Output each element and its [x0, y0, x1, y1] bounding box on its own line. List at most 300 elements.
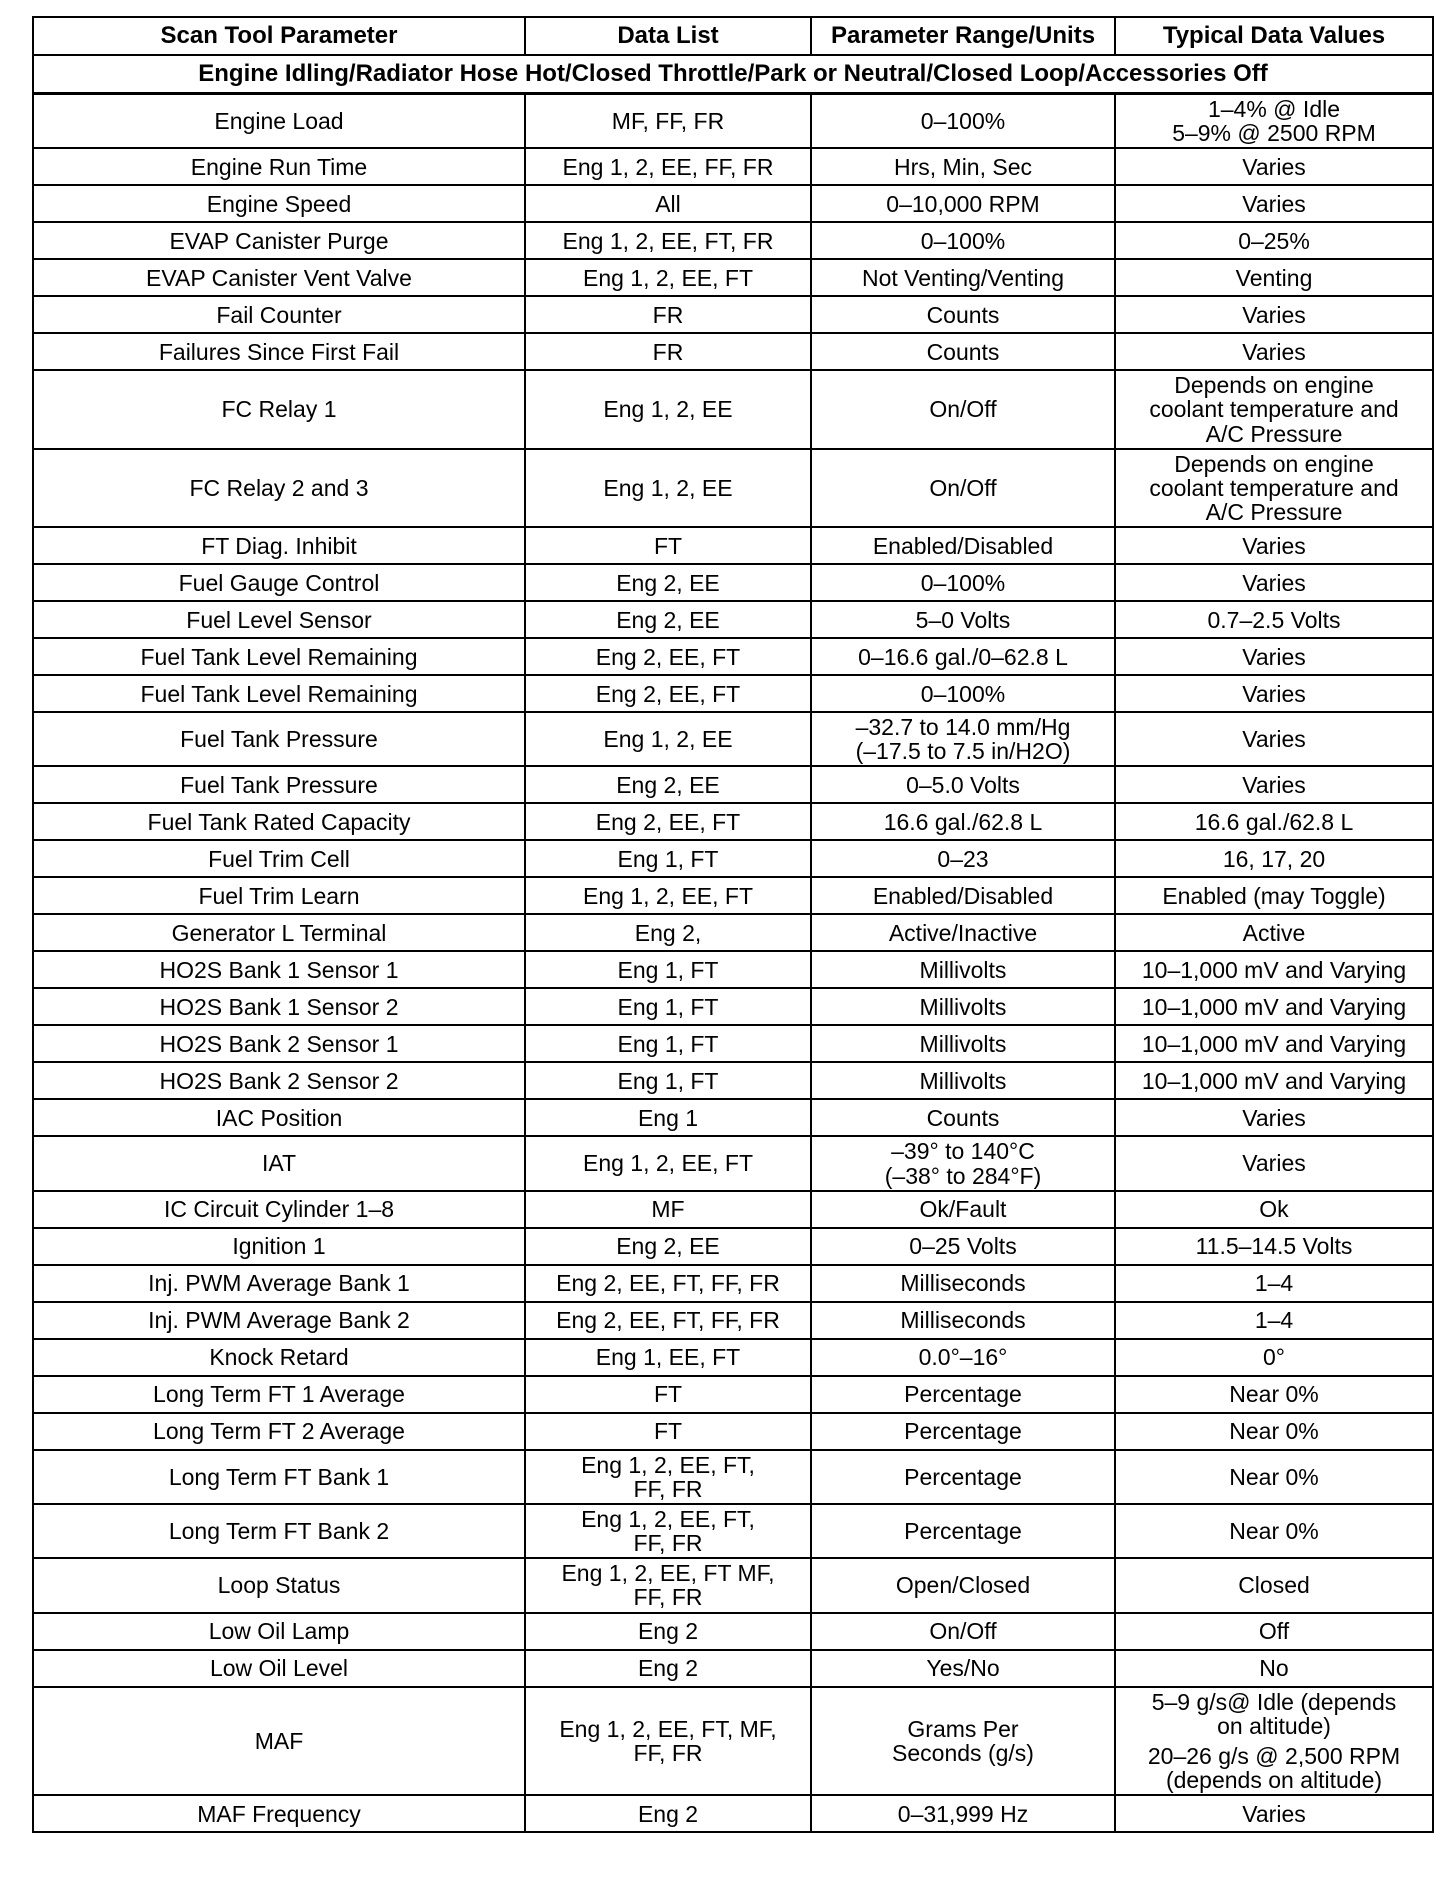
table-row — [33, 94, 1433, 149]
cell-text-line: Eng 2, EE, FT — [595, 808, 741, 835]
cell-text-line: Varies — [1242, 726, 1306, 753]
cell-text-line: MAF Frequency — [197, 1800, 361, 1827]
cell-text-line: 16.6 gal./62.8 L — [1194, 808, 1354, 835]
cell-range-units — [811, 1062, 1115, 1099]
cell-parameter — [33, 296, 525, 333]
cell-typical-value — [1115, 803, 1433, 840]
cell-text-line: On/Off — [929, 396, 997, 423]
cell-range-units — [811, 564, 1115, 601]
cell-text-line: Fuel Gauge Control — [178, 569, 380, 596]
cell-range-units — [811, 185, 1115, 222]
cell-typical-value — [1115, 914, 1433, 951]
cell-text-line: 5–0 Volts — [915, 606, 1011, 633]
cell-range-units — [811, 1613, 1115, 1650]
cell-data-list — [525, 601, 811, 638]
cell-text-line: Eng 2, EE — [616, 569, 720, 596]
cell-text-line: Varies — [1242, 1104, 1306, 1131]
cell-text-line: (–17.5 to 7.5 in/H2O) — [855, 738, 1071, 765]
cell-range-units — [811, 1339, 1115, 1376]
table-row — [33, 222, 1433, 259]
cell-text-line: 0° — [1263, 1344, 1285, 1371]
table-row — [33, 951, 1433, 988]
cell-range-units — [811, 675, 1115, 712]
cell-typical-value — [1115, 1191, 1433, 1228]
table-row — [33, 877, 1433, 914]
table-row — [33, 333, 1433, 370]
cell-range-units — [811, 1413, 1115, 1450]
cell-data-list — [525, 1136, 811, 1190]
cell-text-line: Varies — [1242, 301, 1306, 328]
cell-text-line: Varies — [1242, 1800, 1306, 1827]
cell-text-line: A/C Pressure — [1205, 498, 1343, 525]
cell-typical-value — [1115, 1450, 1433, 1504]
cell-typical-value — [1115, 449, 1433, 527]
cell-text-line: 0–23 — [937, 845, 989, 872]
cell-parameter — [33, 766, 525, 803]
cell-text-line: (depends on altitude) — [1165, 1766, 1383, 1793]
cell-data-list — [525, 94, 811, 149]
cell-text-line: Varies — [1242, 532, 1306, 559]
cell-text-line: Inj. PWM Average Bank 1 — [148, 1270, 410, 1297]
cell-parameter — [33, 1339, 525, 1376]
cell-text-line: Varies — [1242, 771, 1306, 798]
cell-typical-value — [1115, 601, 1433, 638]
cell-data-list — [525, 1062, 811, 1099]
cell-typical-value — [1115, 1376, 1433, 1413]
cell-text-line: Eng 2, EE — [616, 771, 720, 798]
cell-range-units — [811, 601, 1115, 638]
cell-text-line: IAC Position — [215, 1104, 343, 1131]
cell-text-line: coolant temperature and — [1149, 396, 1399, 423]
cell-text-line: MAF — [254, 1727, 304, 1754]
cell-text-line: EVAP Canister Vent Valve — [146, 264, 412, 291]
cell-data-list — [525, 1650, 811, 1687]
cell-text-line: All — [655, 190, 681, 217]
cell-text-line: 10–1,000 mV and Varying — [1141, 956, 1407, 983]
cell-text-line: 0–16.6 gal./0–62.8 L — [858, 643, 1068, 670]
cell-parameter — [33, 94, 525, 149]
header-typical-data-values: Typical Data Values — [1115, 17, 1433, 55]
cell-text-line: Eng 1, EE, FT — [595, 1344, 741, 1371]
cell-typical-value — [1115, 1228, 1433, 1265]
cell-typical-value — [1115, 1062, 1433, 1099]
cell-text-line: Varies — [1242, 1150, 1306, 1177]
cell-text-line: Eng 1, 2, EE — [603, 474, 733, 501]
cell-text-line: Long Term FT 1 Average — [153, 1381, 405, 1408]
cell-parameter — [33, 148, 525, 185]
cell-text-line: Millivolts — [919, 1067, 1007, 1094]
cell-text-line: Depends on engine — [1174, 450, 1374, 477]
cell-text-line: Percentage — [904, 1418, 1022, 1445]
cell-range-units — [811, 1558, 1115, 1612]
cell-typical-value — [1115, 712, 1433, 766]
cell-text-line: FR — [652, 301, 684, 328]
table-row — [33, 370, 1433, 448]
cell-parameter — [33, 951, 525, 988]
cell-range-units — [811, 988, 1115, 1025]
cell-parameter — [33, 222, 525, 259]
cell-typical-value — [1115, 222, 1433, 259]
cell-text-line: Engine Load — [214, 108, 344, 135]
cell-parameter — [33, 988, 525, 1025]
cell-text-line: Millivolts — [919, 993, 1007, 1020]
cell-text-line: 16.6 gal./62.8 L — [883, 808, 1043, 835]
cell-text-line: 1–4 — [1254, 1307, 1294, 1334]
cell-text-line: Near 0% — [1229, 1463, 1319, 1490]
cell-text-line: 0–5.0 Volts — [906, 771, 1020, 798]
cell-typical-value — [1115, 1265, 1433, 1302]
cell-text-line: Hrs, Min, Sec — [893, 153, 1033, 180]
cell-parameter — [33, 1376, 525, 1413]
cell-text-line: Failures Since First Fail — [158, 338, 400, 365]
cell-text-line: Fuel Tank Level Remaining — [140, 680, 418, 707]
cell-range-units — [811, 94, 1115, 149]
cell-text-line: (–38° to 284°F) — [884, 1162, 1042, 1189]
cell-range-units — [811, 333, 1115, 370]
cell-typical-value — [1115, 370, 1433, 448]
cell-data-list — [525, 1613, 811, 1650]
table-row — [33, 1099, 1433, 1136]
cell-parameter — [33, 1450, 525, 1504]
cell-text-line: No — [1259, 1654, 1289, 1681]
cell-text-line: Eng 2, — [634, 919, 702, 946]
cell-text-line: 0–100% — [920, 108, 1006, 135]
cell-parameter — [33, 1302, 525, 1339]
cell-text-line: HO2S Bank 2 Sensor 2 — [159, 1067, 399, 1094]
cell-range-units — [811, 527, 1115, 564]
cell-data-list — [525, 1558, 811, 1612]
cell-text-line: Counts — [926, 1104, 1000, 1131]
cell-range-units — [811, 877, 1115, 914]
cell-text-line: Eng 1, 2, EE — [603, 396, 733, 423]
table-row — [33, 1025, 1433, 1062]
cell-text-line: Loop Status — [217, 1572, 341, 1599]
cell-typical-value — [1115, 1136, 1433, 1190]
cell-range-units — [811, 951, 1115, 988]
cell-data-list — [525, 1450, 811, 1504]
cell-text-line: IAT — [261, 1150, 297, 1177]
cell-range-units — [811, 638, 1115, 675]
cell-data-list — [525, 370, 811, 448]
test-condition: Engine Idling/Radiator Hose Hot/Closed Throttle/Park or Neutral/Closed Loop/Accessories Off — [33, 55, 1433, 94]
cell-text-line: Fuel Tank Pressure — [180, 726, 378, 753]
cell-text-line: 10–1,000 mV and Varying — [1141, 1067, 1407, 1094]
header-parameter-range-units: Parameter Range/Units — [811, 17, 1115, 55]
cell-parameter — [33, 1613, 525, 1650]
cell-parameter — [33, 1558, 525, 1612]
cell-data-list — [525, 1339, 811, 1376]
table-body — [33, 55, 1433, 1832]
cell-text-line: Long Term FT 2 Average — [153, 1418, 405, 1445]
cell-text-line: Active/Inactive — [888, 919, 1038, 946]
cell-text-line: 1–4% @ Idle — [1207, 96, 1341, 122]
cell-text-line: Long Term FT Bank 1 — [168, 1463, 390, 1490]
cell-text-line: Closed — [1238, 1572, 1310, 1599]
cell-text-line: FT — [653, 1418, 683, 1445]
cell-text-line: 11.5–14.5 Volts — [1195, 1233, 1353, 1260]
cell-typical-value — [1115, 259, 1433, 296]
cell-data-list — [525, 914, 811, 951]
cell-range-units — [811, 712, 1115, 766]
cell-text-line: Eng 2, EE — [616, 1233, 720, 1260]
cell-range-units — [811, 1376, 1115, 1413]
cell-text-line: Eng 1, FT — [617, 845, 719, 872]
cell-text-line: 0–10,000 RPM — [886, 190, 1040, 217]
table-row — [33, 766, 1433, 803]
cell-typical-value — [1115, 564, 1433, 601]
cell-text-line: FF, FR — [633, 1584, 703, 1611]
table-row — [33, 1558, 1433, 1612]
cell-data-list — [525, 1265, 811, 1302]
cell-text-line: Fail Counter — [216, 301, 342, 328]
cell-text-line: 5–9 g/s@ Idle (depends — [1151, 1688, 1397, 1715]
cell-text-line: Eng 2, EE — [616, 606, 720, 633]
cell-text-line: Low Oil Lamp — [208, 1617, 350, 1644]
cell-text-line: Eng 1, 2, EE, FT, FR — [562, 227, 774, 254]
cell-range-units — [811, 370, 1115, 448]
cell-text-line: Eng 2, EE, FT, FF, FR — [556, 1270, 780, 1297]
cell-text-line: A/C Pressure — [1205, 420, 1343, 447]
cell-text-line: On/Off — [929, 1617, 997, 1644]
cell-parameter — [33, 914, 525, 951]
cell-data-list — [525, 877, 811, 914]
cell-text-line: Eng 2 — [637, 1617, 699, 1644]
cell-text-line: Off — [1258, 1617, 1290, 1644]
cell-text-line: Enabled (may Toggle) — [1162, 882, 1386, 909]
cell-data-list — [525, 1228, 811, 1265]
cell-parameter — [33, 1687, 525, 1796]
cell-typical-value — [1115, 1099, 1433, 1136]
cell-text-line: FF, FR — [633, 1530, 703, 1557]
condition-row — [33, 55, 1433, 94]
cell-data-list — [525, 1099, 811, 1136]
cell-parameter — [33, 1025, 525, 1062]
cell-text-line: –32.7 to 14.0 mm/Hg — [855, 714, 1071, 741]
table-row — [33, 1228, 1433, 1265]
cell-text-line: Ok — [1259, 1196, 1289, 1223]
cell-text-line: MF, FF, FR — [611, 108, 725, 135]
cell-text-line: Varies — [1242, 680, 1306, 707]
cell-text-line: Percentage — [904, 1518, 1022, 1545]
cell-text-line: Eng 1, FT — [617, 1067, 719, 1094]
cell-text-line: FF, FR — [633, 1739, 703, 1766]
cell-range-units — [811, 148, 1115, 185]
cell-typical-value — [1115, 638, 1433, 675]
table-row — [33, 449, 1433, 527]
cell-text-line: Eng 1, 2, EE, FT, — [581, 1505, 755, 1532]
cell-text-line: Varies — [1242, 153, 1306, 180]
table-row — [33, 1265, 1433, 1302]
table-row — [33, 564, 1433, 601]
cell-typical-value — [1115, 296, 1433, 333]
cell-text-line: Milliseconds — [900, 1307, 1026, 1334]
cell-text-line: Counts — [926, 338, 1000, 365]
cell-text-line: 20–26 g/s @ 2,500 RPM — [1147, 1742, 1401, 1769]
cell-parameter — [33, 1191, 525, 1228]
table-row — [33, 712, 1433, 766]
cell-text-line: Fuel Trim Cell — [208, 845, 350, 872]
cell-data-list — [525, 259, 811, 296]
cell-parameter — [33, 259, 525, 296]
cell-parameter — [33, 675, 525, 712]
table-row — [33, 840, 1433, 877]
cell-text-line: Near 0% — [1229, 1418, 1319, 1445]
cell-data-list — [525, 1687, 811, 1796]
cell-text-line: FF, FR — [633, 1475, 703, 1502]
cell-typical-value — [1115, 1795, 1433, 1832]
cell-range-units — [811, 1687, 1115, 1796]
cell-typical-value — [1115, 1504, 1433, 1558]
cell-text-line: Eng 2, EE, FT — [595, 680, 741, 707]
cell-typical-value — [1115, 185, 1433, 222]
cell-range-units — [811, 222, 1115, 259]
cell-data-list — [525, 675, 811, 712]
table-row — [33, 296, 1433, 333]
cell-text-line: Ignition 1 — [232, 1233, 326, 1260]
cell-typical-value — [1115, 1650, 1433, 1687]
cell-text-line: Varies — [1242, 190, 1306, 217]
cell-text-line: EVAP Canister Purge — [169, 227, 389, 254]
cell-range-units — [811, 449, 1115, 527]
cell-data-list — [525, 840, 811, 877]
cell-typical-value — [1115, 951, 1433, 988]
cell-parameter — [33, 1265, 525, 1302]
cell-data-list — [525, 185, 811, 222]
table-row — [33, 148, 1433, 185]
cell-typical-value — [1115, 1339, 1433, 1376]
cell-data-list — [525, 148, 811, 185]
cell-text-line: Fuel Trim Learn — [198, 882, 360, 909]
cell-text-line: 16, 17, 20 — [1222, 845, 1326, 872]
table-row — [33, 914, 1433, 951]
cell-typical-value — [1115, 333, 1433, 370]
cell-text-line: Eng 1, 2, EE, FF, FR — [562, 153, 774, 180]
cell-text-line: 1–4 — [1254, 1270, 1294, 1297]
cell-data-list — [525, 988, 811, 1025]
cell-text-line: Eng 1, 2, EE, FT, MF, — [559, 1715, 777, 1742]
cell-range-units — [811, 766, 1115, 803]
cell-text-line: 0–25% — [1238, 227, 1310, 254]
cell-text-line: 0.0°–16° — [918, 1344, 1008, 1371]
cell-text-line: Yes/No — [926, 1654, 1000, 1681]
cell-text-line: Enabled/Disabled — [872, 882, 1054, 909]
table-row — [33, 988, 1433, 1025]
cell-range-units — [811, 1795, 1115, 1832]
table-row — [33, 1795, 1433, 1832]
cell-data-list — [525, 1302, 811, 1339]
cell-range-units — [811, 840, 1115, 877]
cell-text-line: Grams Per — [907, 1715, 1019, 1742]
cell-parameter — [33, 185, 525, 222]
cell-typical-value — [1115, 675, 1433, 712]
cell-range-units — [811, 1191, 1115, 1228]
cell-data-list — [525, 1413, 811, 1450]
cell-range-units — [811, 1302, 1115, 1339]
cell-text-line: Counts — [926, 301, 1000, 328]
cell-data-list — [525, 564, 811, 601]
table-row — [33, 1687, 1433, 1796]
cell-text-line: Near 0% — [1229, 1518, 1319, 1545]
cell-data-list — [525, 712, 811, 766]
cell-text-line: On/Off — [929, 474, 997, 501]
cell-parameter — [33, 1228, 525, 1265]
cell-text-line: Ok/Fault — [919, 1196, 1007, 1223]
cell-text-line: Inj. PWM Average Bank 2 — [148, 1307, 410, 1334]
cell-text-line: 0–100% — [920, 680, 1006, 707]
cell-parameter — [33, 333, 525, 370]
table-row — [33, 1191, 1433, 1228]
cell-range-units — [811, 1025, 1115, 1062]
cell-text-line: Varies — [1242, 338, 1306, 365]
cell-parameter — [33, 370, 525, 448]
cell-data-list — [525, 527, 811, 564]
cell-text-line: Seconds (g/s) — [892, 1739, 1034, 1766]
cell-range-units — [811, 1450, 1115, 1504]
table-row — [33, 259, 1433, 296]
cell-range-units — [811, 1265, 1115, 1302]
cell-parameter — [33, 1136, 525, 1190]
cell-text-line: Engine Run Time — [190, 153, 368, 180]
cell-range-units — [811, 1650, 1115, 1687]
cell-text-line: 0–100% — [920, 569, 1006, 596]
cell-text-line: Eng 1, FT — [617, 993, 719, 1020]
cell-text-line: Eng 1, 2, EE, FT — [582, 1150, 754, 1177]
cell-text-line: HO2S Bank 2 Sensor 1 — [159, 1030, 399, 1057]
cell-range-units — [811, 1228, 1115, 1265]
table-row — [33, 638, 1433, 675]
cell-text-line: Eng 1, 2, EE, FT — [582, 264, 754, 291]
cell-parameter — [33, 840, 525, 877]
cell-data-list — [525, 803, 811, 840]
cell-range-units — [811, 1099, 1115, 1136]
table-row — [33, 1504, 1433, 1558]
cell-typical-value — [1115, 1413, 1433, 1450]
data-sheet — [32, 16, 1432, 1833]
cell-parameter — [33, 1062, 525, 1099]
cell-data-list — [525, 1504, 811, 1558]
cell-text-line: Knock Retard — [209, 1344, 349, 1371]
cell-text-line: Open/Closed — [895, 1572, 1031, 1599]
cell-data-list — [525, 1025, 811, 1062]
cell-text-line: Percentage — [904, 1463, 1022, 1490]
table-row — [33, 185, 1433, 222]
cell-text-line: Not Venting/Venting — [861, 264, 1065, 291]
cell-text-line: Enabled/Disabled — [872, 532, 1054, 559]
cell-text-line: Low Oil Level — [209, 1654, 349, 1681]
table-row — [33, 1376, 1433, 1413]
cell-range-units — [811, 803, 1115, 840]
cell-text-line: Varies — [1242, 643, 1306, 670]
cell-parameter — [33, 877, 525, 914]
cell-text-line: Depends on engine — [1174, 372, 1374, 399]
cell-parameter — [33, 803, 525, 840]
cell-text-line: Fuel Tank Level Remaining — [140, 643, 418, 670]
cell-text-line: FT — [653, 1381, 683, 1408]
cell-typical-value — [1115, 1558, 1433, 1612]
cell-text-line: FR — [652, 338, 684, 365]
cell-typical-value — [1115, 877, 1433, 914]
cell-text-line: 10–1,000 mV and Varying — [1141, 993, 1407, 1020]
cell-parameter — [33, 1795, 525, 1832]
cell-text-line: Millivolts — [919, 956, 1007, 983]
cell-text-line: Eng 2, EE, FT, FF, FR — [556, 1307, 780, 1334]
cell-text-line: Fuel Level Sensor — [186, 606, 372, 633]
cell-typical-value — [1115, 840, 1433, 877]
cell-text-line: 0.7–2.5 Volts — [1207, 606, 1341, 633]
table-row — [33, 1650, 1433, 1687]
cell-parameter — [33, 1413, 525, 1450]
cell-range-units — [811, 296, 1115, 333]
